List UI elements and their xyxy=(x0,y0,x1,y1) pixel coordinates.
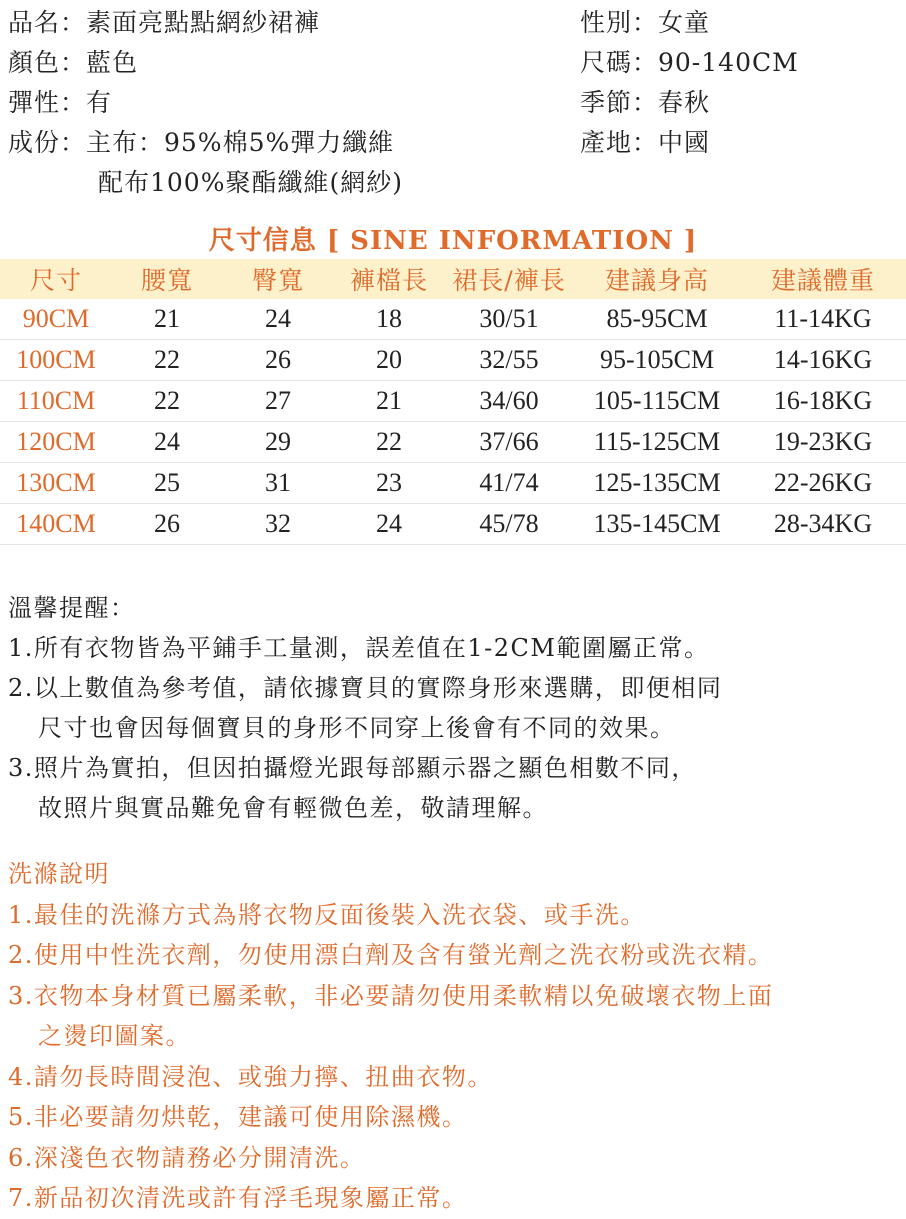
table-cell: 135-145CM xyxy=(574,504,740,545)
table-cell: 24 xyxy=(222,299,334,340)
product-material: 成份：主布：95%棉5%彈力纖維 xyxy=(8,128,395,157)
header-hip: 臀寬 xyxy=(222,259,334,299)
table-cell: 140CM xyxy=(0,504,112,545)
product-elasticity: 彈性：有 xyxy=(8,88,113,117)
table-cell: 24 xyxy=(334,504,444,545)
table-row xyxy=(0,504,906,545)
header-weight: 建議體重 xyxy=(740,259,906,299)
table-cell: 20 xyxy=(334,340,444,381)
table-cell: 22 xyxy=(112,340,222,381)
product-size-range: 尺碼：90-140CM xyxy=(580,48,799,77)
table-row xyxy=(0,381,906,422)
table-cell: 85-95CM xyxy=(574,299,740,340)
size-table xyxy=(0,259,906,545)
header-height: 建議身高 xyxy=(574,259,740,299)
table-cell: 21 xyxy=(334,381,444,422)
washing-line: 7.新品初次清洗或許有浮毛現象屬正常。 xyxy=(8,1184,468,1212)
table-cell: 22 xyxy=(112,381,222,422)
table-cell: 30/51 xyxy=(444,299,574,340)
header-length: 裙長/褲長 xyxy=(444,259,574,299)
table-cell: 105-115CM xyxy=(574,381,740,422)
table-cell: 21 xyxy=(112,299,222,340)
table-cell: 19-23KG xyxy=(740,422,906,463)
table-cell: 28-34KG xyxy=(740,504,906,545)
size-table-body xyxy=(0,299,906,545)
reminder-line: 2.以上數值為參考值，請依據寶貝的實際身形來選購，即便相同 xyxy=(8,674,723,702)
table-cell: 95-105CM xyxy=(574,340,740,381)
product-info-left xyxy=(8,3,403,203)
product-gender: 性別：女童 xyxy=(580,8,711,37)
table-row xyxy=(0,463,906,504)
table-cell: 14-16KG xyxy=(740,340,906,381)
table-cell: 120CM xyxy=(0,422,112,463)
washing-section xyxy=(8,854,773,1219)
table-cell: 41/74 xyxy=(444,463,574,504)
table-cell: 45/78 xyxy=(444,504,574,545)
washing-line: 之燙印圖案。 xyxy=(38,1022,191,1050)
table-cell: 34/60 xyxy=(444,381,574,422)
washing-line: 6.深淺色衣物請務必分開清洗。 xyxy=(8,1143,366,1172)
table-cell: 16-18KG xyxy=(740,381,906,422)
washing-title: 洗滌說明 xyxy=(8,860,110,888)
table-cell: 27 xyxy=(222,381,334,422)
table-cell: 100CM xyxy=(0,340,112,381)
table-cell: 25 xyxy=(112,463,222,504)
size-table-header-row xyxy=(0,259,906,299)
reminder-line: 故照片與實品難免會有輕微色差，敬請理解。 xyxy=(38,794,548,822)
size-table-title: 尺寸信息 [ SINE INFORMATION ] xyxy=(208,226,698,256)
header-waist: 腰寬 xyxy=(112,259,222,299)
table-cell: 22-26KG xyxy=(740,463,906,504)
table-cell: 24 xyxy=(112,422,222,463)
reminder-section xyxy=(8,588,722,828)
washing-line: 1.最佳的洗滌方式為將衣物反面後裝入洗衣袋、或手洗。 xyxy=(8,900,646,929)
table-cell: 31 xyxy=(222,463,334,504)
table-cell: 90CM xyxy=(0,299,112,340)
product-color: 顏色：藍色 xyxy=(8,48,139,77)
product-origin: 產地：中國 xyxy=(580,128,711,157)
table-cell: 37/66 xyxy=(444,422,574,463)
table-cell: 26 xyxy=(112,504,222,545)
reminder-line: 1.所有衣物皆為平鋪手工量測，誤差值在1-2CM範圍屬正常。 xyxy=(8,634,710,662)
product-name: 品名：素面亮點點網紗裙褲 xyxy=(8,8,321,37)
washing-line: 4.請勿長時間浸泡、或強力擰、扭曲衣物。 xyxy=(8,1062,493,1091)
table-cell: 110CM xyxy=(0,381,112,422)
table-cell: 26 xyxy=(222,340,334,381)
table-cell: 130CM xyxy=(0,463,112,504)
table-row xyxy=(0,422,906,463)
washing-line: 2.使用中性洗衣劑，勿使用漂白劑及含有螢光劑之洗衣粉或洗衣精。 xyxy=(8,941,774,969)
table-cell: 32/55 xyxy=(444,340,574,381)
header-crotch: 褲檔長 xyxy=(334,259,444,299)
washing-line: 5.非必要請勿烘乾，建議可使用除濕機。 xyxy=(8,1103,468,1131)
table-row xyxy=(0,340,906,381)
table-cell: 18 xyxy=(334,299,444,340)
reminder-title: 溫馨提醒： xyxy=(8,594,136,622)
product-material-lining: 配布100%聚酯纖維(網紗) xyxy=(98,168,403,197)
table-cell: 115-125CM xyxy=(574,422,740,463)
product-season: 季節：春秋 xyxy=(580,88,711,117)
table-cell: 11-14KG xyxy=(740,299,906,340)
table-cell: 125-135CM xyxy=(574,463,740,504)
washing-line: 3.衣物本身材質已屬柔軟，非必要請勿使用柔軟精以免破壞衣物上面 xyxy=(8,981,774,1010)
table-cell: 22 xyxy=(334,422,444,463)
header-size: 尺寸 xyxy=(0,259,112,299)
table-cell: 29 xyxy=(222,422,334,463)
reminder-line: 3.照片為實拍，但因拍攝燈光跟每部顯示器之顯色相數不同， xyxy=(8,754,697,782)
product-info-right xyxy=(580,3,799,163)
table-row xyxy=(0,299,906,340)
reminder-line: 尺寸也會因每個寶貝的身形不同穿上後會有不同的效果。 xyxy=(38,714,676,742)
table-cell: 32 xyxy=(222,504,334,545)
table-cell: 23 xyxy=(334,463,444,504)
